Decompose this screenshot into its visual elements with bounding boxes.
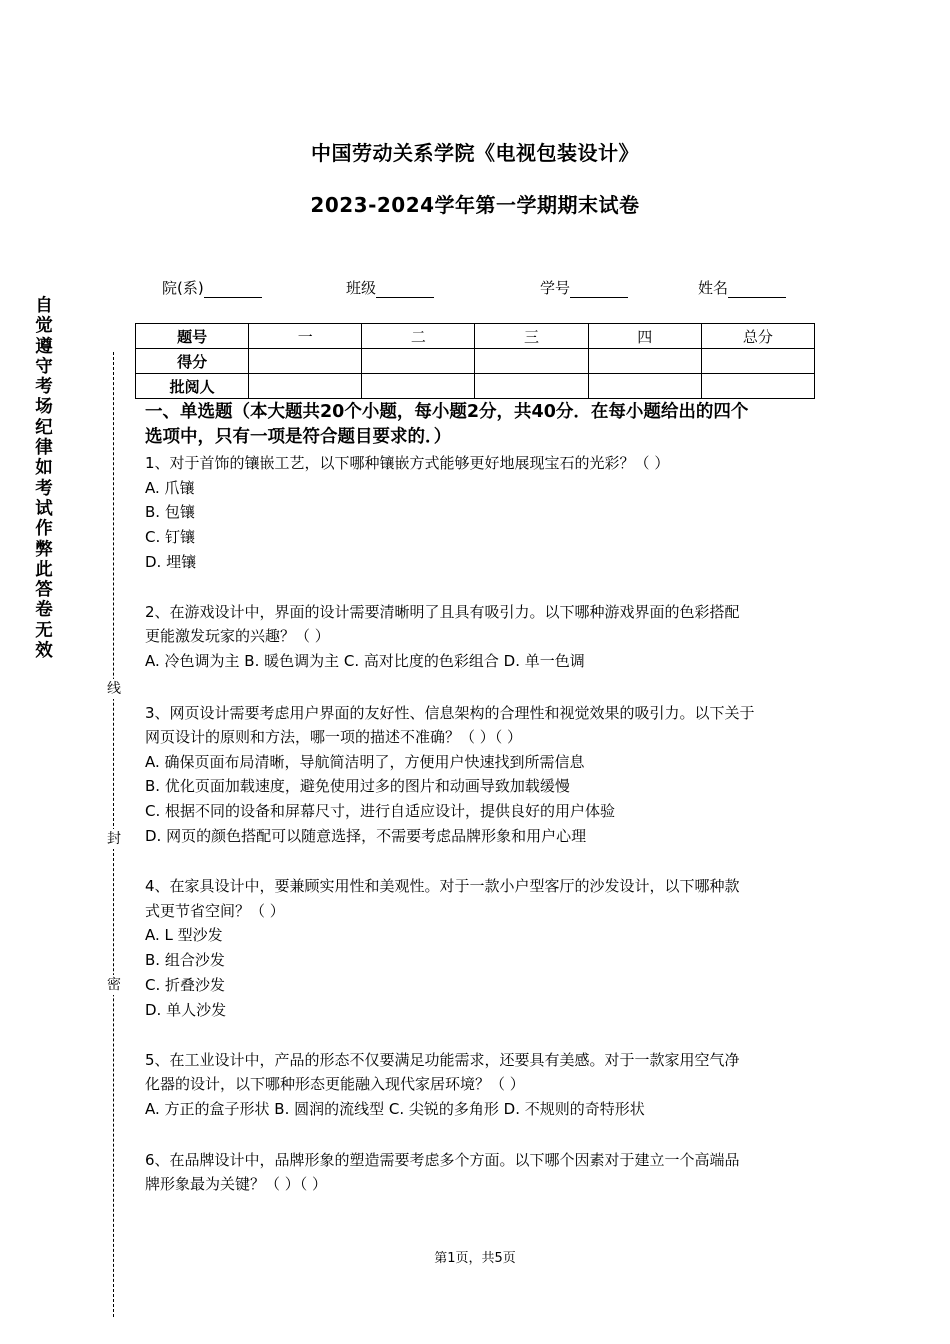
name-blank[interactable] [728,281,786,298]
question-5-stem: 5、在工业设计中，产品的形态不仅要满足功能需求，还要具有美感。对于一款家用空气净 [145,1051,740,1069]
score-table-header-row [136,324,815,349]
student-id-blank[interactable] [570,281,628,298]
question-3-option-d: D. 网页的颜色搭配可以随意选择，不需要考虑品牌形象和用户心理 [145,827,587,845]
question-5-stem-cont: 化器的设计，以下哪种形态更能融入现代家居环境？（ ） [145,1075,525,1093]
question-1-stem: 1、对于首饰的镶嵌工艺，以下哪种镶嵌方式能够更好地展现宝石的光彩？（ ） [145,454,670,472]
question-3-option-a: A. 确保页面布局清晰，导航简洁明了，方便用户快速找到所需信息 [145,753,585,771]
score-row-label: 批阅人 [136,374,249,399]
question-1-option-b: B. 包镶 [145,503,195,521]
score-row-label: 得分 [136,349,249,374]
score-header-cell: 一 [249,324,362,349]
info-student-id [540,277,628,298]
warning-char: 自 [35,296,53,316]
question-1-option-c: C. 钉镶 [145,528,196,546]
question-4-option-b: B. 组合沙发 [145,951,225,969]
warning-char: 此 [35,559,53,580]
score-table-row [136,374,815,399]
score-header-cell: 三 [475,324,588,349]
warning-char: 试 [35,498,53,519]
warning-char: 律 [35,438,53,459]
question-1-option-d: D. 埋镶 [145,553,197,571]
warning-char: 弊 [35,539,53,560]
score-cell[interactable] [475,349,588,374]
question-6-stem: 6、在品牌设计中，品牌形象的塑造需要考虑多个方面。以下哪个因素对于建立一个高端品 [145,1151,740,1169]
warning-char: 无 [35,620,53,641]
question-4-stem-cont: 式更节省空间？（ ） [145,902,285,920]
department-blank[interactable] [204,281,262,298]
score-header-cell: 二 [362,324,475,349]
question-2-stem: 2、在游戏设计中，界面的设计需要清晰明了且具有吸引力。以下哪种游戏界面的色彩搭配 [145,603,740,621]
binding-mark-secret: 密 [104,975,124,995]
info-student-id-label: 学号 [540,279,571,297]
question-4-option-c: C. 折叠沙发 [145,976,226,994]
score-table-row [136,349,815,374]
score-cell[interactable] [475,374,588,399]
question-3-stem-cont: 网页设计的原则和方法，哪一项的描述不准确？（ ）（ ） [145,728,523,746]
score-header-cell: 四 [588,324,701,349]
warning-char: 觉 [35,316,53,337]
question-2-stem-cont: 更能激发玩家的兴趣？（ ） [145,627,330,645]
question-6-stem-cont: 牌形象最为关键？（ ）（ ） [145,1175,328,1193]
question-2-options: A. 冷色调为主 B. 暖色调为主 C. 高对比度的色彩组合 D. 单一色调 [145,652,585,670]
binding-mark-line: 线 [104,679,124,699]
question-3-option-b: B. 优化页面加载速度，避免使用过多的图片和动画导致加载缓慢 [145,777,570,795]
info-department-label: 院(系) [162,279,204,297]
question-3-stem: 3、网页设计需要考虑用户界面的友好性、信息架构的合理性和视觉效果的吸引力。以下关于 [145,704,755,722]
score-table [135,323,815,399]
warning-char: 答 [35,580,53,601]
score-cell[interactable] [588,374,701,399]
page-footer: 第1页，共5页 [434,1251,516,1266]
score-cell[interactable] [588,349,701,374]
warning-char: 卷 [35,600,53,621]
warning-char: 守 [35,356,53,377]
warning-char: 考 [35,478,53,499]
warning-char: 效 [35,641,53,662]
binding-mark-seal: 封 [104,829,124,849]
question-4-option-a: A. L 型沙发 [145,926,223,944]
question-5-options: A. 方正的盒子形状 B. 圆润的流线型 C. 尖锐的多角形 D. 不规则的奇特形状 [145,1100,645,1118]
warning-char: 作 [35,519,53,540]
info-class-label: 班级 [346,279,377,297]
section-heading-line2: 选项中，只有一项是符合题目要求的．） [145,426,452,447]
info-class [346,277,434,298]
exam-title-line2: 2023-2024学年第一学期期末试卷 [310,193,640,217]
question-1-option-a: A. 爪镶 [145,479,195,497]
exam-title-line1: 中国劳动关系学院《电视包装设计》 [311,141,639,165]
question-4-option-d: D. 单人沙发 [145,1001,227,1019]
score-cell[interactable] [701,374,814,399]
warning-char: 如 [35,458,53,479]
section-heading-line1: 一、单选题（本大题共20个小题，每小题2分，共40分．在每小题给出的四个 [145,402,749,422]
warning-char: 遵 [35,336,53,357]
score-header-cell: 题号 [136,324,249,349]
question-4-stem: 4、在家具设计中，要兼顾实用性和美观性。对于一款小户型客厅的沙发设计，以下哪种款 [145,877,740,895]
info-department [162,277,262,298]
info-name-label: 姓名 [698,279,729,297]
score-cell[interactable] [362,374,475,399]
warning-char: 考 [35,377,53,398]
section-heading [145,400,825,449]
score-cell[interactable] [701,349,814,374]
question-3-option-c: C. 根据不同的设备和屏幕尺寸，进行自适应设计，提供良好的用户体验 [145,802,616,820]
score-cell[interactable] [249,374,362,399]
warning-char: 场 [35,397,53,418]
binding-warning-text [32,296,56,661]
score-cell[interactable] [362,349,475,374]
info-name [698,277,786,298]
score-header-cell: 总分 [701,324,814,349]
warning-char: 纪 [35,417,53,438]
class-blank[interactable] [376,281,434,298]
score-cell[interactable] [249,349,362,374]
